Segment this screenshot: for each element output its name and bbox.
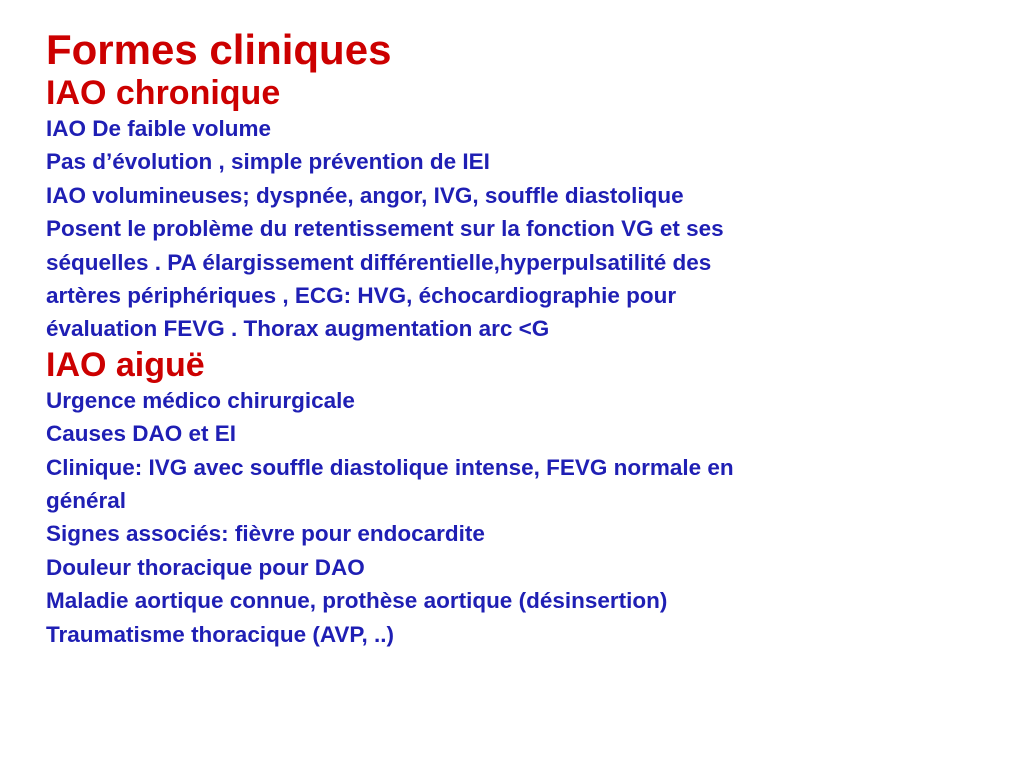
text-line: Causes DAO et EI xyxy=(46,421,237,447)
text-line: Urgence médico chirurgicale xyxy=(46,387,355,413)
section-heading-chronique: IAO chronique xyxy=(46,74,281,112)
text-line: Pas d’évolution , simple prévention de IEI xyxy=(46,149,490,175)
slide-content xyxy=(46,26,1006,651)
text-line: général xyxy=(46,488,127,514)
text-line: Maladie aortique connue, prothèse aortique (désinsertion) xyxy=(46,588,668,614)
text-line: IAO De faible volume xyxy=(46,116,272,141)
text-line: Posent le problème du retentissement sur la fonction VG et ses xyxy=(46,216,724,242)
section-body-chronique xyxy=(46,112,1006,346)
text-line: Clinique: IVG avec souffle diastolique intense, FEVG normale en xyxy=(46,454,734,480)
slide-title: Formes cliniques xyxy=(46,26,392,73)
text-line: IAO volumineuses; dyspnée, angor, IVG, souffle diastolique xyxy=(46,182,684,208)
section-body-aigue xyxy=(46,384,1006,651)
text-line: Douleur thoracique pour DAO xyxy=(46,554,365,580)
text-line: séquelles . PA élargissement différentielle,hyperpulsatilité des xyxy=(46,249,712,275)
text-line: Signes associés: fièvre pour endocardite xyxy=(46,521,485,547)
text-line: Traumatisme thoracique (AVP, ..) xyxy=(46,621,395,647)
text-line: artères périphériques , ECG: HVG, échocardiographie pour xyxy=(46,283,677,309)
text-line: évaluation FEVG . Thorax augmentation arc <G xyxy=(46,316,550,342)
section-heading-aigue: IAO aiguë xyxy=(46,345,205,384)
